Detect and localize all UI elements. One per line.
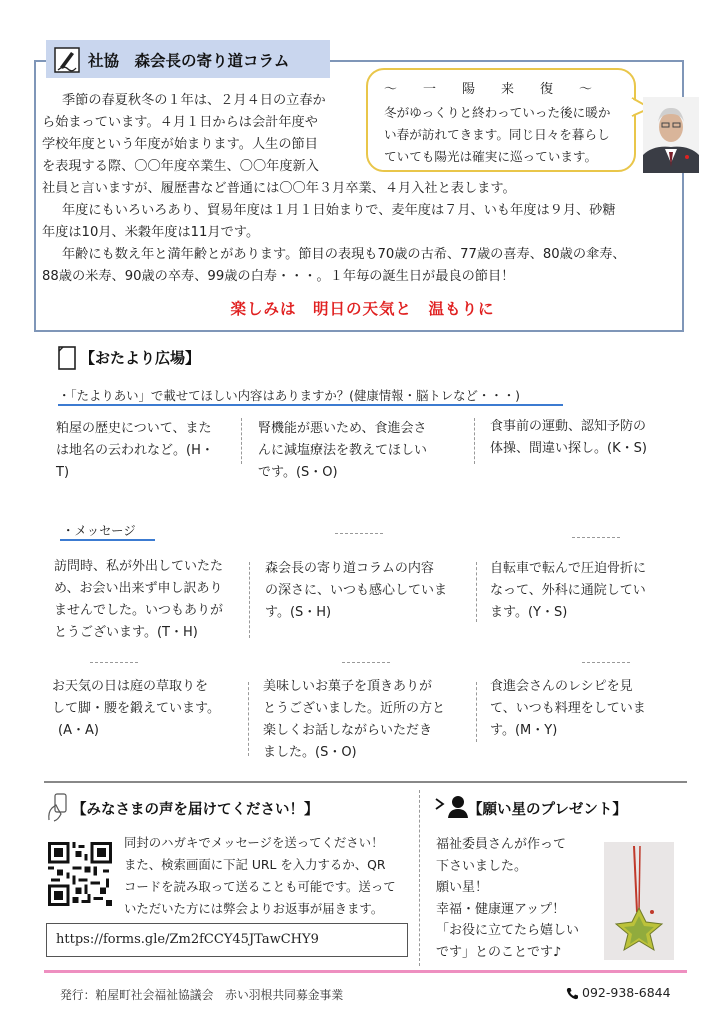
message-card (490, 558, 690, 624)
pen-icon (54, 47, 80, 73)
message-line: 自転車で転んで圧迫骨折に (490, 561, 647, 576)
voice-line: いただいた方には弊会よりお返事が届きます。 (124, 901, 384, 916)
bubble-line: 冬がゆっくりと終わっていった後に暖か (384, 105, 611, 120)
voice-title: 【みなさまの声を届けてください！】 (72, 802, 319, 818)
column-title: 社協 森会長の寄り道コラム (88, 52, 290, 70)
message-line: とうございました。近所の方と (263, 701, 446, 716)
voice-text (124, 832, 396, 920)
column-slogan: 楽しみは 明日の天気と 温もりに (230, 300, 495, 318)
star-line: です」とのことです♪ (436, 944, 562, 960)
voice-line: また、検索画面に下記 URL を入力するか、QR (124, 857, 386, 872)
message-line: 食進会さんのレシピを見 (490, 679, 633, 694)
divider (90, 662, 138, 663)
message-line: なって、外科に通院してい (490, 583, 646, 598)
divider (582, 662, 630, 663)
bubble-line: い春が訪れてきます。同じ日々を暮らし (384, 127, 610, 142)
footer-line (44, 970, 687, 973)
answer-card (258, 418, 458, 484)
document-icon (58, 346, 76, 370)
message-line: して脚・腰を鍛えています。 (52, 701, 220, 716)
message-line: 森会長の寄り道コラムの内容 (265, 561, 434, 576)
column-paragraph-2 (42, 200, 616, 244)
star-line: 願い星！ (436, 880, 489, 895)
column-line: を表現する際、〇〇年度卒業生、〇〇年度新入 (42, 159, 319, 174)
column-line: 学校年度という年度が始まります。人生の節目 (42, 137, 318, 152)
column-divider (419, 790, 420, 966)
divider (572, 537, 620, 538)
message-line: (A・A) (58, 723, 99, 738)
voice-line: コードを読み取って送ることも可能です。送って (124, 879, 396, 894)
bubble-heading: ～ 一 陽 来 復 ～ (384, 82, 593, 97)
answer-line: は地名の云われなど。(H・ (56, 443, 214, 458)
message-line: ませんでした。いつもありが (54, 603, 224, 618)
message-line: とうございます。(T・H) (54, 625, 198, 640)
message-card (263, 676, 473, 764)
voice-line: 同封のハガキでメッセージを送ってください！ (124, 835, 384, 850)
answer-line: です。(S・O) (258, 465, 338, 480)
message-line: ました。(S・O) (263, 745, 357, 760)
column-line: 季節の春夏秋冬の１年は、２月４日の立春か (62, 93, 326, 108)
divider (476, 562, 477, 622)
answer-line: んに減塩療法を教えてほしい (258, 443, 428, 458)
message-line: て、いつも料理をしていま (490, 701, 646, 716)
footer-publisher: 発行：粕屋町社会福祉協議会 赤い羽根共同募金事業 (60, 988, 344, 1002)
answer-card (490, 416, 690, 460)
star-line: 下さいました。 (436, 858, 528, 874)
star-text (436, 834, 579, 963)
message-line: 美味しいお菓子を頂きありが (263, 679, 433, 694)
message-underline (60, 539, 155, 541)
message-line: 訪問時、私が外出していたた (54, 559, 224, 574)
message-label: ・メッセージ (62, 523, 136, 538)
hand-phone-icon (46, 792, 72, 822)
column-line: 年度は10月、米穀年度は11月です。 (42, 225, 260, 240)
divider (248, 682, 249, 756)
wishing-star-photo (604, 842, 674, 960)
message-card (490, 676, 690, 742)
answer-line: 体操、間違い探し。(K・S) (490, 441, 647, 456)
star-line: 幸福・健康運アップ！ (436, 901, 566, 917)
divider (476, 682, 477, 742)
star-line: 「お役に立てたら嬉しい (436, 923, 580, 938)
message-line: め、お会い出来ず申し訳あり (54, 581, 223, 596)
qr-code[interactable] (48, 842, 112, 906)
message-line: 楽しくお話しながらいただき (263, 723, 433, 738)
bubble-line: ていても陽光は確実に巡っています。 (384, 149, 598, 164)
answer-line: 食事前の運動、認知予防の (490, 419, 647, 434)
message-line: ます。(Y・S) (490, 605, 568, 620)
divider (335, 533, 383, 534)
answer-line: T) (56, 465, 70, 480)
column-paragraph-3 (42, 244, 626, 288)
message-card (52, 676, 247, 742)
otayori-title: 【おたより広場】 (80, 349, 201, 367)
section-divider (44, 781, 687, 783)
message-line: お天気の日は庭の草取りを (52, 679, 209, 694)
divider (249, 562, 250, 638)
message-line: の深さに、いつも感心していま (265, 583, 448, 598)
footer-phone[interactable]: 092-938-6844 (582, 985, 671, 1000)
survey-url[interactable]: https://forms.gle/Zm2fCCY45JTawCHY9 (56, 932, 319, 947)
divider (342, 662, 390, 663)
message-card (265, 558, 470, 624)
speaker-icon (434, 794, 470, 818)
column-line: ら始まっています。４月１日からは会計年度や (42, 115, 318, 130)
column-line: 年度にもいろいろあり、貿易年度は１月１日始まりで、麦年度は７月、いも年度は９月、砂糖 (62, 203, 616, 218)
column-line: 年齢にも数え年と満年齢とがあります。節目の表現も70歳の古希、77歳の喜寿、80歳の傘寿、 (62, 247, 626, 262)
message-line: す。(S・H) (265, 605, 332, 620)
chairman-portrait (643, 97, 699, 173)
message-line: す。(M・Y) (490, 723, 558, 738)
answer-card (56, 418, 238, 484)
question-underline (58, 404, 563, 406)
column-line: 88歳の米寿、90歳の卒寿、99歳の白寿・・・。１年毎の誕生日が最良の節目！ (42, 269, 515, 284)
divider (241, 418, 242, 464)
star-title: 【願い星のプレゼント】 (468, 802, 627, 818)
phone-icon (566, 987, 579, 1000)
divider (474, 418, 475, 464)
answer-line: 腎機能が悪いため、食進会さ (258, 421, 427, 436)
star-line: 福祉委員さんが作って (436, 837, 567, 852)
answer-line: 粕屋の歴史について、また (56, 421, 212, 436)
question-label: ・「たよりあい」で載せてほしい内容はありますか？(健康情報・脳トレなど・・・) (58, 388, 520, 403)
message-card (54, 556, 244, 644)
column-line: 社員と言いますが、履歴書など普通には〇〇年３月卒業、４月入社と表します。 (42, 181, 516, 196)
column-paragraph-1 (42, 90, 516, 200)
